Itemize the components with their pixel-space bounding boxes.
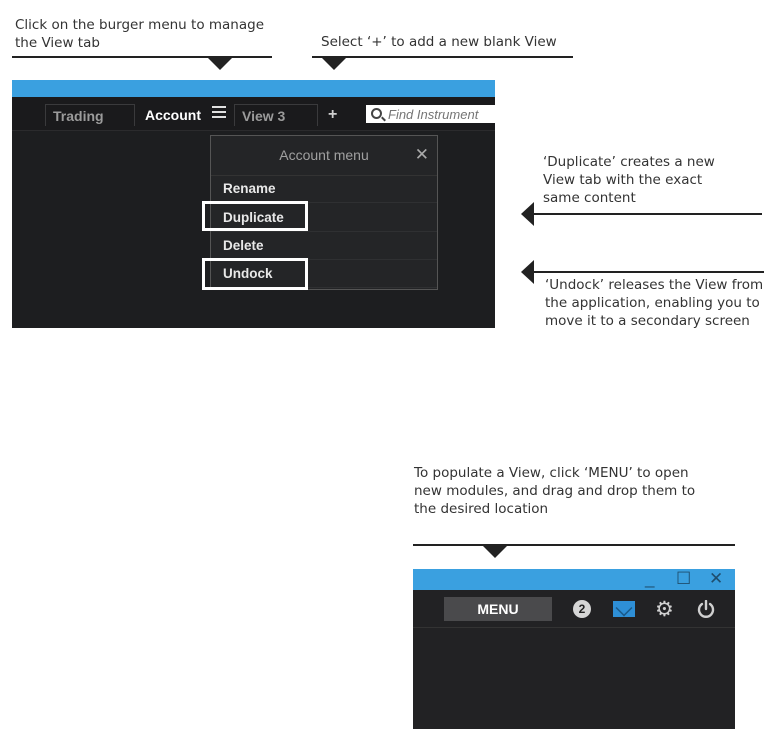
duplicate-note-line-1: ‘Duplicate’ creates a new bbox=[543, 154, 715, 170]
window-title-bar bbox=[12, 80, 495, 97]
duplicate-note-line bbox=[533, 213, 762, 215]
undock-note-line-2: the application, enabling you to bbox=[545, 295, 760, 311]
menu-item-rename[interactable]: Rename bbox=[211, 175, 437, 203]
plus-note-pointer bbox=[322, 58, 346, 70]
menu-note-line-2: new modules, and drag and drop them to bbox=[414, 483, 696, 499]
view-tab-screenshot bbox=[12, 80, 495, 328]
duplicate-note-pointer bbox=[521, 202, 534, 226]
undock-note-line-1: ‘Undock’ releases the View from bbox=[545, 277, 764, 293]
undock-note-line bbox=[533, 271, 764, 273]
burger-menu-icon[interactable] bbox=[212, 106, 226, 120]
undock-note bbox=[545, 276, 763, 330]
menu-note-underline bbox=[413, 544, 735, 546]
tab-view-3[interactable]: View 3 bbox=[234, 104, 318, 126]
menu-note-pointer bbox=[483, 546, 507, 558]
burger-note-line-2: the View tab bbox=[15, 35, 100, 51]
menu-item-duplicate[interactable]: Duplicate bbox=[211, 204, 437, 232]
duplicate-note-line-3: same content bbox=[543, 190, 636, 206]
search-input[interactable] bbox=[388, 105, 495, 123]
menu-toolbar-screenshot bbox=[413, 569, 735, 729]
plus-note-underline bbox=[312, 56, 573, 58]
menu-note-line-3: the desired location bbox=[414, 501, 549, 517]
mail-icon[interactable] bbox=[613, 601, 635, 617]
account-menu-title: Account menu bbox=[211, 136, 437, 176]
menu-note bbox=[414, 464, 695, 518]
burger-menu-note bbox=[15, 16, 264, 52]
minimize-icon[interactable]: _ bbox=[645, 569, 655, 588]
menu-button[interactable]: MENU bbox=[444, 597, 552, 621]
burger-note-line-1: Click on the burger menu to manage bbox=[15, 17, 264, 33]
tab-account[interactable]: Account bbox=[145, 107, 201, 123]
burger-note-underline bbox=[12, 56, 272, 58]
undock-note-line-3: move it to a secondary screen bbox=[545, 313, 750, 329]
close-icon[interactable]: ✕ bbox=[414, 145, 429, 164]
close-window-icon[interactable]: ✕ bbox=[709, 569, 724, 588]
menu-note-line-1: To populate a View, click ‘MENU’ to open bbox=[414, 465, 689, 481]
undock-note-pointer bbox=[521, 260, 534, 284]
duplicate-highlight-box bbox=[202, 201, 308, 231]
toolbar-divider bbox=[413, 627, 735, 628]
undock-highlight-box bbox=[202, 258, 308, 290]
power-icon[interactable] bbox=[697, 600, 715, 618]
duplicate-note bbox=[543, 153, 715, 207]
gear-icon[interactable]: ⚙ bbox=[655, 598, 674, 621]
menu-item-delete[interactable]: Delete bbox=[211, 232, 437, 260]
window-title-bar bbox=[413, 569, 735, 590]
find-instrument-search bbox=[366, 105, 495, 123]
plus-note bbox=[321, 33, 557, 51]
tab-trading[interactable]: Trading bbox=[45, 104, 135, 126]
add-view-button[interactable]: + bbox=[328, 106, 338, 123]
duplicate-note-line-2: View tab with the exact bbox=[543, 172, 703, 188]
search-icon bbox=[371, 108, 382, 119]
view-tab-bar bbox=[12, 97, 495, 131]
menu-item-undock[interactable]: Undock bbox=[211, 260, 437, 288]
plus-note-text: Select ‘+’ to add a new blank View bbox=[321, 34, 557, 50]
burger-note-pointer bbox=[208, 58, 232, 70]
notification-count-badge[interactable]: 2 bbox=[573, 600, 591, 618]
maximize-icon[interactable]: ☐ bbox=[676, 569, 692, 588]
